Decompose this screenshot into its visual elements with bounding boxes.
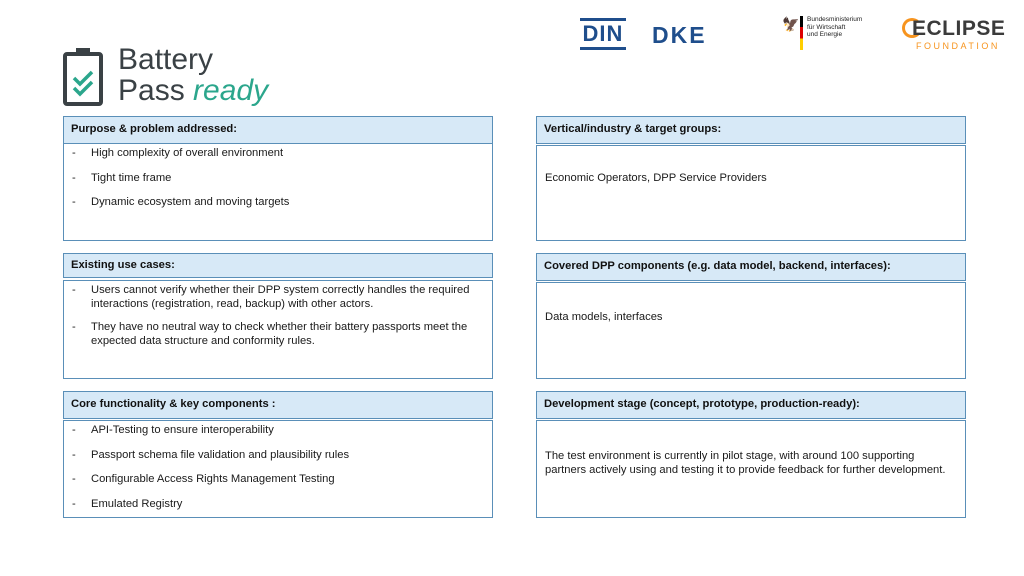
list-item: - Configurable Access Rights Management Testing	[72, 473, 484, 487]
panel-body	[63, 420, 493, 518]
eagle-icon: 🦅	[782, 16, 800, 32]
panel-body	[536, 145, 966, 241]
list-item: - Users cannot verify whether their DPP system correctly handles the required interactions (registration, read, backup) with other actors.	[72, 284, 484, 311]
panel-title: Existing use cases:	[63, 253, 493, 278]
din-logo: DIN	[580, 18, 626, 50]
panel-text: The test environment is currently in pilot stage, with around 100 supporting partners actively using and testing it to provide feedback for further development.	[545, 450, 946, 476]
eclipse-foundation-label: FOUNDATION	[916, 41, 1000, 51]
logo-line-2: Pass	[118, 74, 185, 107]
use-cases-panel	[63, 253, 493, 379]
panel-title: Development stage (concept, prototype, production-ready):	[536, 391, 966, 419]
panel-body	[63, 143, 493, 241]
panel-text: Economic Operators, DPP Service Providers	[545, 172, 767, 184]
development-stage-panel	[536, 391, 966, 518]
dke-logo: DKE	[652, 22, 707, 48]
list-item: - Emulated Registry	[72, 498, 484, 512]
panel-body	[536, 282, 966, 379]
vertical-industry-panel	[536, 116, 966, 241]
list-item: - Tight time frame	[72, 172, 484, 186]
list-item: - High complexity of overall environment	[72, 147, 484, 161]
logo-line-1: Battery	[118, 43, 214, 76]
panel-text: Data models, interfaces	[545, 311, 663, 323]
panel-body	[536, 420, 966, 518]
list-item: - They have no neutral way to check whether their battery passports meet the expected data structure and conformity rules.	[72, 321, 484, 348]
dpp-components-panel	[536, 253, 966, 379]
list-item: - API-Testing to ensure interoperability	[72, 424, 484, 438]
logo-line-3: ready	[193, 74, 269, 107]
german-flag-icon	[800, 16, 803, 50]
eclipse-name: ECLIPSE	[912, 17, 1006, 40]
list-item: - Passport schema file validation and plausibility rules	[72, 449, 484, 463]
partner-logos	[0, 14, 1024, 58]
panel-title: Covered DPP components (e.g. data model, backend, interfaces):	[536, 253, 966, 281]
panel-title: Purpose & problem addressed:	[63, 116, 493, 144]
panel-title: Vertical/industry & target groups:	[536, 116, 966, 144]
ministry-name: Bundesministerium für Wirtschaft und Energie	[807, 16, 863, 38]
purpose-panel	[63, 116, 493, 241]
list-item: - Dynamic ecosystem and moving targets	[72, 196, 484, 210]
core-functionality-panel	[63, 391, 493, 518]
ministry-logo	[782, 14, 872, 54]
eclipse-foundation-logo	[902, 16, 1012, 56]
panel-title: Core functionality & key components :	[63, 391, 493, 419]
panel-body	[63, 280, 493, 379]
